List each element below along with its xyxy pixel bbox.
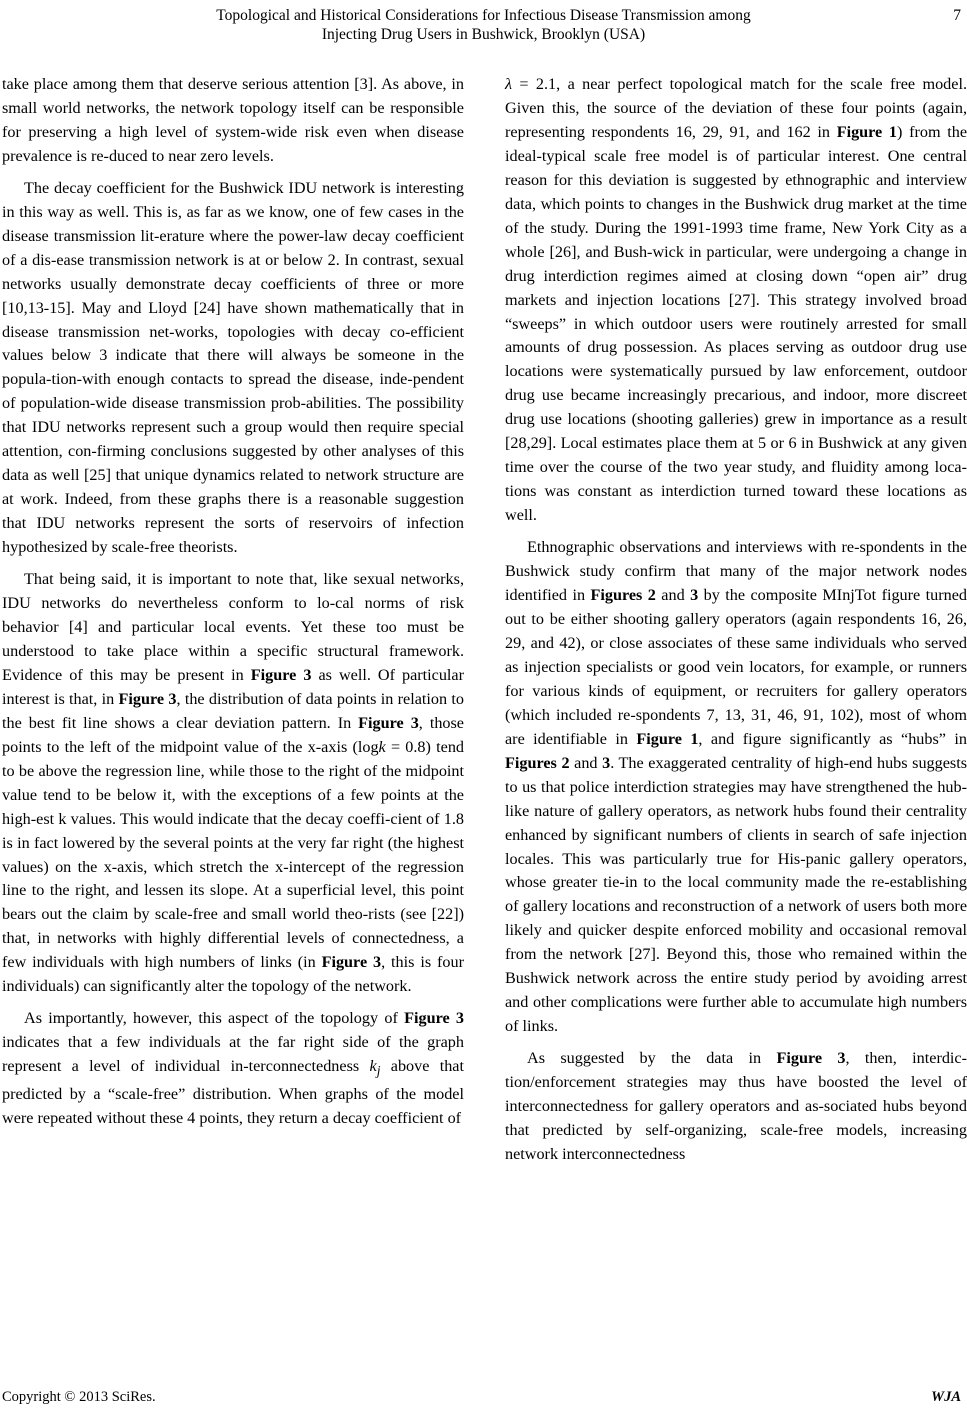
body-paragraph [505, 73, 967, 528]
figure-reference: 3 [602, 753, 611, 772]
paragraph-text: ) from the ideal-typical scale free model is of particular interest. One central reason for this deviation is suggested by ethnographic and interview data, which points to changes in the Bushwick drug market at the time of the study. During the 1991-1993 time frame, New York City as a whole [26], and Bush-wick in particular, were undergoing a change in drug interdiction regimes aimed at closing down “open air” drug markets and injection locations [27]. This strategy involved broad “sweeps” in which outdoor users were routinely arrested for small amounts of drug possession. As places serving as outdoor drug use locations were systematically pursued by law enforcement, outdoor drug use became increasingly precarious, and indoor, more discreet drug use locations (shooting galleries) grew in importance as a result [28,29]. Local estimates place them at 5 or 6 in Bushwick at any given time over the course of the two year study, and fluidity among loca-tions was constant as interdiction turned toward these locations as well. [505, 122, 967, 525]
paragraph-text: , those points to the left of the midpoint value of the x-axis (log [2, 713, 464, 756]
paragraph-text: as well. Of particular interest is that, in [2, 665, 465, 708]
paragraph-text: above that predicted by a “scale-free” distribution. When graphs of the model were repeated without these 4 points, they return a decay coefficient of [2, 1057, 464, 1128]
paragraph-text: take place among them that deserve serious attention [3]. As above, in small world networks, the network topology itself can be responsible for preserving a high level of system-wide risk even when disease prevalence is re-duced to near zero levels. [2, 75, 464, 165]
footer-journal: WJA [931, 1389, 961, 1405]
paragraph-text: As importantly, however, this aspect of the topology of [24, 1009, 405, 1028]
figure-reference: Figure 3 [358, 713, 419, 732]
body-paragraph [505, 536, 967, 1039]
figure-reference: Figure 1 [636, 729, 699, 748]
paragraph-text: = 2.1, a near perfect topological match for the scale free model. Given this, the source of the deviation of these four points (again, representing respondents 16, 29, 91, and 162 in [505, 75, 967, 141]
header-title-line-1: Topological and Historical Considerations for Infectious Disease Transmission among [216, 7, 751, 24]
figure-reference: Figure 3 [250, 665, 312, 684]
body-paragraph [2, 1007, 464, 1131]
paragraph-text: . The exaggerated centrality of high-end hubs suggests to us that police interdiction strategies may have strengthened the hub-like nature of gallery operators, as network hubs found their centrality enhanced by significant numbers of clients in search of safe injection locales. This was particularly true for His-panic gallery operators, whose greater tie-in to the local community made the re-establishing of gallery locations and reconstruction of a network of users both more likely and quicker despite enforced mobility and occasional removal from the network [27]. Beyond this, those who remained within the Bushwick network across the entire study period by avoiding arrest and other complications were further able to accumulate high numbers of links. [505, 753, 967, 1036]
footer-copyright: Copyright © 2013 SciRes. [2, 1389, 156, 1405]
figure-reference: Figure 3 [321, 953, 382, 972]
body-paragraph [2, 568, 464, 999]
body-paragraph [2, 177, 464, 560]
figure-reference: Figure 3 [776, 1049, 846, 1068]
paragraph-text: That being said, it is important to note that, like sexual networks, IDU networks do nevertheless conform to lo-cal norms of risk behavior [4] and particular local events. Yet these too must be understood to take place within a specific structural framework. Evidence of this may be present in [2, 570, 464, 684]
paragraph-text: by the composite MInjTot figure turned out to be either shooting gallery operators (again respondents 16, 26, 29, and 42), or close associates of these same individuals who served as injection specialists or good vein locators, for example, or runners for various kinds of equipment, or recruiters for gallery operators (which included re-spondents 7, 13, 31, 46, 91, 102), most of whom are identifiable in [505, 586, 967, 748]
header-title-line-2: Injecting Drug Users in Bushwick, Brooklyn (USA) [321, 26, 646, 43]
math-symbol: k [378, 737, 386, 756]
paragraph-text: , this is four individuals) can significantly alter the topology of the network. [2, 953, 464, 996]
paragraph-text: , and figure significantly as “hubs” in [698, 729, 967, 748]
math-symbol: k [369, 1057, 377, 1076]
paragraph-text: , the distribution of data points in relation to the best fit line shows a clear deviation pattern. In [2, 689, 464, 732]
paragraph-text: and [655, 586, 691, 605]
page-number: 7 [953, 7, 961, 24]
figure-reference: Figures 2 [505, 753, 570, 772]
body-paragraph [2, 73, 464, 169]
paragraph-text: and [569, 753, 603, 772]
paragraph-text: indicates that a few individuals at the far right side of the graph represent a level of individual in-terconnectedness [2, 1033, 464, 1076]
math-symbol: j [376, 1063, 381, 1079]
paragraph-text: Ethnographic observations and interviews with re-spondents in the Bushwick study confirm that many of the major network nodes identified in [505, 538, 967, 605]
figure-reference: Figures 2 [590, 586, 656, 605]
paragraph-text: The decay coefficient for the Bushwick IDU network is interesting in this way as well. This is, as far as we know, one of few cases in the disease transmission lit-erature where the power-law decay coefficient of a dis-ease transmission network is at or below 2. In contrast, sexual networks usually demonstrate decay coefficients of three or more [10,13-15]. May and Lloyd [24] have shown mathematically that in disease transmission net-works, topologies with decay co-efficient values below 3 indicate that there will always be someone in the popula-tion-with enough contacts to spread the disease, inde-pendent of population-wide disease transmission prob-abilities. The possibility that IDU networks represent such a group would then require special attention, con-firming conclusions suggested by other analyses of this data as well [25] that unique dynamics related to network structure are at work. Indeed, from these graphs there is a reasonable suggestion that IDU networks represent the sorts of reservoirs of infection hypothesized by scale-free theorists. [2, 178, 464, 557]
paragraph-text: , then, interdic-tion/enforcement strategies may thus have boosted the level of interconnectedness for gallery operators and as-sociated hubs beyond that predicted by self-organizing, scale-free models, increasing network interconnectedness [505, 1049, 967, 1163]
paragraph-text: As suggested by the data in [527, 1049, 777, 1068]
figure-reference: Figure 1 [836, 122, 898, 141]
math-symbol: λ [505, 75, 513, 93]
paragraph-text: = 0.8) tend to be above the regression line, while those to the right of the midpoint value tend to be below it, with the exceptions of a few points at the high-est k values. This would indicate that the decay coeffi-cient of 1.8 is in fact lowered by the several points at the very far right (the highest values) on the x-axis, which stretch the x-intercept of the regression line to the right, and lessen its slope. At a superficial level, this point bears out the claim by scale-free and small world theo-rists (see [22]) that, in networks with highly differential levels of connectedness, a few individuals with high numbers of links (in [2, 737, 465, 972]
body-paragraph [505, 1047, 967, 1167]
figure-reference: 3 [690, 586, 699, 605]
figure-reference: Figure 3 [404, 1009, 465, 1028]
figure-reference: Figure 3 [118, 689, 177, 708]
right-column [505, 73, 967, 1175]
left-column [2, 73, 464, 1139]
running-header [0, 6, 967, 44]
